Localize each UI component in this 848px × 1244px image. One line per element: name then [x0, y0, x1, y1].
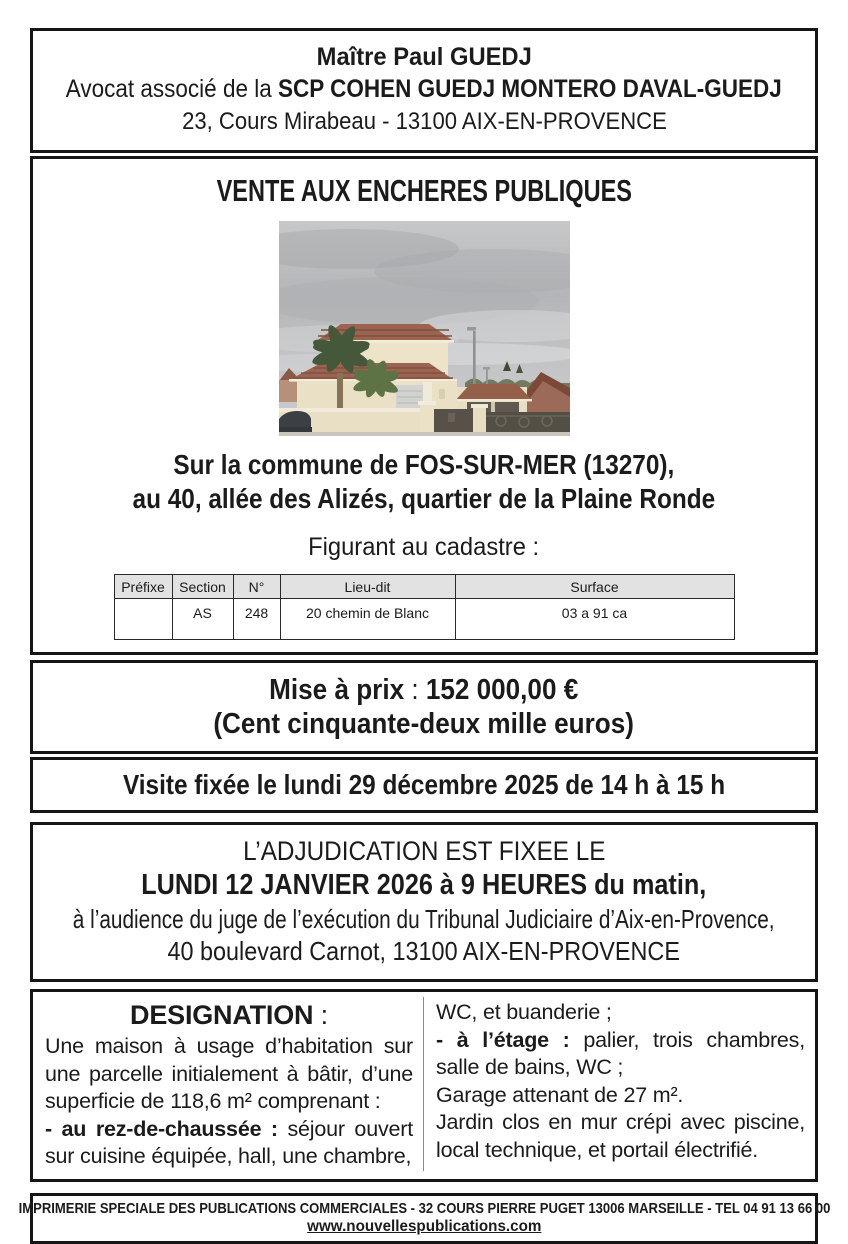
- auction-notice-page: [18, 28, 830, 1244]
- visit-box: [30, 757, 818, 813]
- lawyer-address-line: [41, 106, 807, 138]
- designation-heading: DESIGNATION: [130, 1000, 314, 1030]
- street-line: [41, 482, 807, 516]
- upper-floor-item: [436, 1027, 805, 1082]
- adjudication-date: LUNDI 12 JANVIER 2026 à 9 HEURES du matin,: [141, 869, 707, 901]
- adjudication-intro-line: [41, 835, 807, 868]
- cadastre-table: [114, 574, 735, 640]
- commune-line: [41, 448, 807, 482]
- property-photo: [279, 221, 570, 436]
- adjudication-address: 40 boulevard Carnot, 13100 AIX-EN-PROVENCE: [167, 936, 681, 966]
- designation-paragraph-text: Une maison à usage d’habitation sur une parcelle initialement à bâtir, d’une superficie de 118,6 m² comprenant :: [45, 1034, 413, 1113]
- garden-text: Jardin clos en mur crépi avec piscine, local technique, et portail électrifié.: [436, 1110, 805, 1162]
- price-line: [41, 673, 807, 707]
- lawyer-address: 23, Cours Mirabeau - 13100 AIX-EN-PROVENCE: [181, 108, 667, 135]
- printer-footer-box: [18, 1193, 830, 1244]
- designation-heading-line: [45, 999, 413, 1031]
- cell-section: AS: [172, 599, 233, 640]
- cadastre-header-row: [114, 575, 734, 599]
- col-numero: N°: [233, 575, 280, 599]
- sale-main-box: [30, 156, 818, 655]
- col-lieu-dit: Lieu-dit: [280, 575, 455, 599]
- designation-box: [30, 989, 818, 1182]
- lawyer-name: Maître Paul GUEDJ: [316, 43, 532, 71]
- cell-lieu-dit: 20 chemin de Blanc: [280, 599, 455, 640]
- adjudication-court: à l’audience du juge de l’exécution du Tribunal Judiciaire d’Aix-en-Provence,: [73, 904, 775, 934]
- garage-line: [436, 1082, 805, 1110]
- adjudication-date-line: [41, 868, 807, 903]
- adjudication-address-line: [41, 935, 807, 967]
- cell-surface: 03 a 91 ca: [455, 599, 734, 640]
- firm-prefix: Avocat associé de la: [65, 75, 279, 103]
- garage-text: Garage attenant de 27 m².: [436, 1082, 684, 1107]
- adjudication-court-line: [41, 903, 807, 935]
- price-in-words: (Cent cinquante-deux mille euros): [213, 708, 635, 740]
- price-words-line: [41, 707, 807, 741]
- printer-info: IMPRIMERIE SPECIALE DES PUBLICATIONS COMMERCIALES - 32 COURS PIERRE PUGET 13006 MARSEILLE - TEL 04 91 13 66 00: [18, 1199, 830, 1217]
- commune-text: Sur la commune de FOS-SUR-MER (13270),: [173, 449, 675, 480]
- garden-line: [436, 1109, 805, 1164]
- printer-website: www.nouvellespublications.com: [306, 1217, 542, 1235]
- cell-numero: 248: [233, 599, 280, 640]
- col-surface: Surface: [455, 575, 734, 599]
- adjudication-intro: L’ADJUDICATION EST FIXEE LE: [242, 836, 606, 866]
- ground-floor-label: - au rez-de-chaussée :: [45, 1116, 278, 1141]
- gate: [434, 409, 570, 436]
- lawyer-name-line: [41, 41, 807, 73]
- designation-paragraph: [45, 1033, 413, 1116]
- firm-name: SCP COHEN GUEDJ MONTERO DAVAL-GUEDJ: [278, 75, 783, 103]
- printer-info-line: [18, 1199, 830, 1218]
- designation-right-column: [424, 997, 809, 1171]
- street-text: au 40, allée des Alizés, quartier de la Plaine Ronde: [132, 483, 716, 514]
- col-section: Section: [172, 575, 233, 599]
- designation-left-column: [39, 997, 424, 1171]
- sale-title-line: [41, 173, 807, 209]
- cadastre-label-line: [41, 532, 807, 562]
- road: [279, 432, 570, 436]
- price-value: 152 000,00 €: [426, 674, 579, 706]
- price-colon: :: [404, 674, 427, 706]
- sale-title: VENTE AUX ENCHERES PUBLIQUES: [216, 173, 632, 208]
- printer-website-line: [37, 1218, 811, 1236]
- property-photo-wrap: [41, 221, 807, 436]
- ground-floor-item: [45, 1116, 413, 1171]
- visit-text: Visite fixée le lundi 29 décembre 2025 de 14 h à 15 h: [122, 769, 726, 800]
- upper-floor-text: palier, trois chambres, salle de bains, WC ;: [436, 1027, 805, 1079]
- visit-line: [41, 768, 807, 802]
- ground-floor-text: séjour ouvert sur cuisine équipée, hall, une chambre,: [45, 1116, 413, 1168]
- ground-floor-continuation-text: WC, et buanderie ;: [436, 1000, 612, 1024]
- adjudication-box: [30, 822, 818, 982]
- price-box: [30, 660, 818, 754]
- price-label: Mise à prix: [269, 674, 405, 706]
- cadastre-data-row: [114, 599, 734, 640]
- upper-floor-label: - à l’étage :: [436, 1027, 570, 1052]
- cell-prefixe: [114, 599, 172, 640]
- lawyer-firm-line: [41, 73, 807, 106]
- designation-heading-colon: :: [313, 1000, 328, 1030]
- ground-floor-continuation: [436, 999, 805, 1027]
- lawyer-header-box: [30, 28, 818, 153]
- col-prefixe: Préfixe: [114, 575, 172, 599]
- cadastre-label: Figurant au cadastre :: [308, 533, 540, 561]
